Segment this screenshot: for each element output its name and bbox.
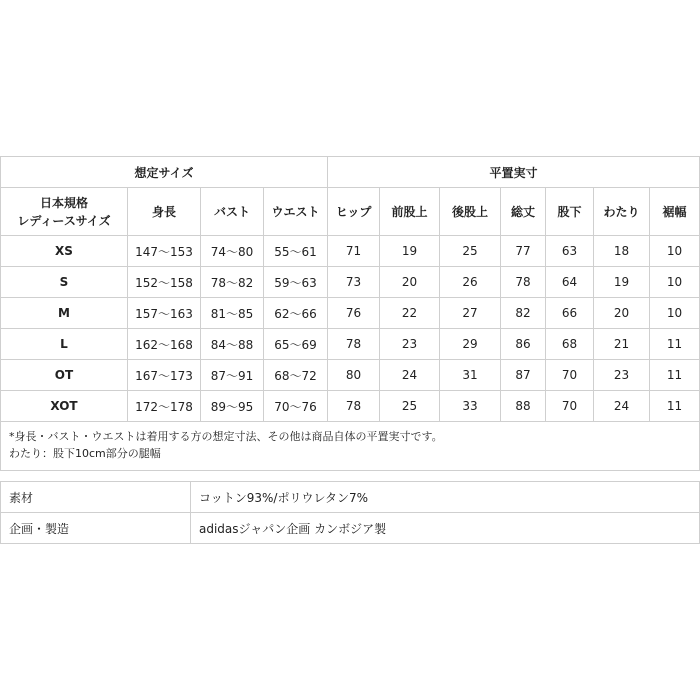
size-rows bbox=[1, 236, 700, 422]
size-label: M bbox=[1, 298, 128, 329]
size-value: 26 bbox=[440, 267, 501, 298]
size-value: 10 bbox=[650, 267, 700, 298]
size-label: S bbox=[1, 267, 128, 298]
size-value: 11 bbox=[650, 391, 700, 422]
size-value: 31 bbox=[440, 360, 501, 391]
spec-row-manufacturer bbox=[1, 513, 700, 544]
size-row bbox=[1, 329, 700, 360]
spec-label: 企画・製造 bbox=[1, 513, 191, 544]
column-header: バスト bbox=[201, 188, 264, 236]
spec-label: 素材 bbox=[1, 482, 191, 513]
size-notes bbox=[1, 422, 700, 471]
size-value: 20 bbox=[380, 267, 440, 298]
size-value: 19 bbox=[380, 236, 440, 267]
size-value: 147〜153 bbox=[128, 236, 201, 267]
size-value: 87 bbox=[501, 360, 546, 391]
column-header: 総丈 bbox=[501, 188, 546, 236]
size-value: 87〜91 bbox=[201, 360, 264, 391]
size-value: 25 bbox=[440, 236, 501, 267]
size-value: 11 bbox=[650, 329, 700, 360]
column-header: 股下 bbox=[546, 188, 594, 236]
size-value: 88 bbox=[501, 391, 546, 422]
size-value: 78 bbox=[501, 267, 546, 298]
size-value: 10 bbox=[650, 298, 700, 329]
column-header: 身長 bbox=[128, 188, 201, 236]
column-header-size-standard: 日本規格 レディースサイズ bbox=[1, 188, 128, 236]
size-value: 80 bbox=[328, 360, 380, 391]
size-value: 33 bbox=[440, 391, 501, 422]
size-value: 157〜163 bbox=[128, 298, 201, 329]
size-value: 10 bbox=[650, 236, 700, 267]
size-value: 70 bbox=[546, 360, 594, 391]
size-value: 89〜95 bbox=[201, 391, 264, 422]
size-value: 66 bbox=[546, 298, 594, 329]
size-value: 55〜61 bbox=[264, 236, 328, 267]
size-value: 78 bbox=[328, 391, 380, 422]
size-row bbox=[1, 267, 700, 298]
size-value: 70 bbox=[546, 391, 594, 422]
size-value: 162〜168 bbox=[128, 329, 201, 360]
group-header-row bbox=[1, 157, 700, 188]
size-value: 22 bbox=[380, 298, 440, 329]
size-value: 81〜85 bbox=[201, 298, 264, 329]
flat-measurement-header: 平置実寸 bbox=[328, 157, 700, 188]
size-value: 23 bbox=[380, 329, 440, 360]
size-value: 77 bbox=[501, 236, 546, 267]
spec-table bbox=[0, 481, 700, 544]
size-value: 62〜66 bbox=[264, 298, 328, 329]
column-header: ウエスト bbox=[264, 188, 328, 236]
size-value: 84〜88 bbox=[201, 329, 264, 360]
size-value: 82 bbox=[501, 298, 546, 329]
column-header: わたり bbox=[594, 188, 650, 236]
size-note: *身長・バスト・ウエストは着用する方の想定寸法、その他は商品自体の平置実寸です。 bbox=[9, 430, 443, 443]
size-value: 19 bbox=[594, 267, 650, 298]
size-value: 68 bbox=[546, 329, 594, 360]
spec-value: adidasジャパン企画 カンボジア製 bbox=[191, 513, 700, 544]
column-header: 裾幅 bbox=[650, 188, 700, 236]
size-value: 73 bbox=[328, 267, 380, 298]
size-value: 21 bbox=[594, 329, 650, 360]
size-value: 25 bbox=[380, 391, 440, 422]
size-label: L bbox=[1, 329, 128, 360]
size-value: 27 bbox=[440, 298, 501, 329]
size-row bbox=[1, 360, 700, 391]
size-value: 11 bbox=[650, 360, 700, 391]
size-chart-table bbox=[0, 156, 700, 471]
size-value: 23 bbox=[594, 360, 650, 391]
size-value: 64 bbox=[546, 267, 594, 298]
size-value: 68〜72 bbox=[264, 360, 328, 391]
size-note: わたり：股下10cm部分の腿幅 bbox=[9, 447, 161, 460]
assumed-size-header: 想定サイズ bbox=[1, 157, 328, 188]
size-value: 65〜69 bbox=[264, 329, 328, 360]
column-header: 前股上 bbox=[380, 188, 440, 236]
size-label: OT bbox=[1, 360, 128, 391]
size-value: 20 bbox=[594, 298, 650, 329]
size-value: 71 bbox=[328, 236, 380, 267]
size-label: XOT bbox=[1, 391, 128, 422]
size-value: 59〜63 bbox=[264, 267, 328, 298]
size-value: 29 bbox=[440, 329, 501, 360]
size-value: 172〜178 bbox=[128, 391, 201, 422]
size-row bbox=[1, 391, 700, 422]
size-row bbox=[1, 298, 700, 329]
notes-row bbox=[1, 422, 700, 471]
column-header-row bbox=[1, 188, 700, 236]
column-header: 後股上 bbox=[440, 188, 501, 236]
size-value: 86 bbox=[501, 329, 546, 360]
size-value: 167〜173 bbox=[128, 360, 201, 391]
size-value: 63 bbox=[546, 236, 594, 267]
size-value: 18 bbox=[594, 236, 650, 267]
size-value: 24 bbox=[380, 360, 440, 391]
spec-row-material bbox=[1, 482, 700, 513]
size-value: 24 bbox=[594, 391, 650, 422]
size-value: 78〜82 bbox=[201, 267, 264, 298]
size-value: 78 bbox=[328, 329, 380, 360]
size-value: 152〜158 bbox=[128, 267, 201, 298]
size-label: XS bbox=[1, 236, 128, 267]
size-value: 76 bbox=[328, 298, 380, 329]
size-row bbox=[1, 236, 700, 267]
size-value: 70〜76 bbox=[264, 391, 328, 422]
spec-value: コットン93%/ポリウレタン7% bbox=[191, 482, 700, 513]
column-header: ヒップ bbox=[328, 188, 380, 236]
size-value: 74〜80 bbox=[201, 236, 264, 267]
